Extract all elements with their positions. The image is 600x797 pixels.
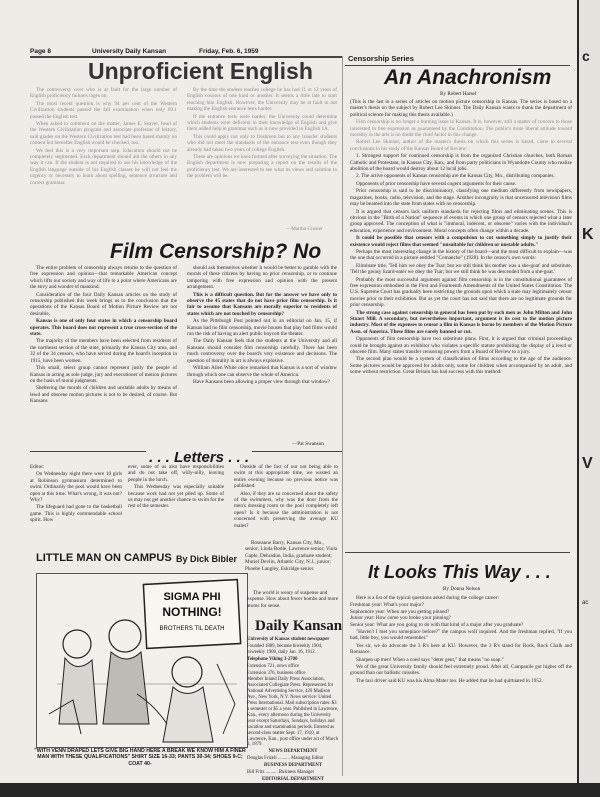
- anachronism-headline: An Anachronism: [384, 66, 552, 89]
- anachronism-byline: By Robert Harsel: [440, 91, 477, 97]
- issue-date: Friday, Feb. 6, 1959: [199, 48, 259, 55]
- next-page-letter-2: K: [582, 226, 594, 243]
- masthead-details: University of Kansas student newspaper Founded 1889, became biweekly 1904, triweekly 1908, daily Jan. 16, 1912. Telephone Viking 3-2700 Extension 721, news office Extension 376, business office Member Inland Daily Press Association, Associated Collegiate Press. Represented for National Advertising Service, 420 Madison Ave., New York, N.Y. News service: United Press International. Mail subscription rates: $3 a semester or $5 a year. Published in Lawrence, Kan., every afternoon during the University year except Saturdays, Sundays, holidays and vacation and examination periods. Entered as second-class matter Sept. 17, 1910, at Lawrence, Kan., post office under act of March 3, 1879. NEWS DEPARTMENT Douglas Frizell .......... Managing Editor BUSINESS DEPARTMENT Bill Fritz .......... Business Manager EDITORIAL DEPARTMENT Pat Swanson and Martha Crosier Co-Editorial Editors: [247, 637, 339, 796]
- sign-line-1: SIGMA PHI: [163, 591, 221, 603]
- film-headline: Film Censorship? No: [110, 240, 322, 263]
- page-number: Page 8: [30, 48, 51, 55]
- next-page-fragment: ac: [582, 600, 589, 606]
- sign-line-2: NOTHING!: [162, 605, 222, 619]
- looks-rule: [345, 552, 570, 553]
- letters-col3: Outside of the fact of our not being able to swim at this appropriate time, we wasted an entire evening because no previous notice was published. Also, if they are so concerned about the safety of the swimmers, why was the door from the men's dressing room to the pool completely left open? Is it because the administration is not concerned with preserving the average KU males?: [234, 464, 338, 529]
- cartoon-title: LITTLE MAN ON CAMPUS: [36, 552, 172, 564]
- paper-name: University Daily Kansan: [92, 48, 167, 55]
- next-page-letter-3: V: [582, 455, 593, 472]
- cartoon-panel: [36, 573, 248, 748]
- looks-headline: It Looks This Way . . .: [368, 562, 551, 582]
- film-col2: should ask themselves whether it would be better to gamble with the morals of these citizens by having no prior censorship, or to continue tampering with free expression and opinion with the present arrangement. This is a difficult question. But for the answer we have only to observe the 45 states that do not have prior film censorship. Is it fair to assume that Kansans are morally superior to residents of states which are not touched by censorship? As the Pittsburgh Post pointed out in an editorial on Jan. 15, if Kansas had no film censorship, movie houses that play bad films would run the risk of having an alert public boycott the theater. The Daily Kansan feels that the students at the University and all Kansans should consider film censorship carefully. There has been much controversy over the board's very existence and decisions. The question of morality in art is always explosive. William Allen White once remarked that Kansas is a sort of window through which one can observe the whole of America. Have Kansans been allowing a proper view through that window?: [187, 265, 337, 385]
- next-page-edge: [579, 0, 600, 783]
- cartoon-drawing: [37, 574, 247, 747]
- unproficient-signature: —Martha Crosier: [286, 226, 323, 232]
- letters-col2: ever, some of us also have responsibilities and do not take off, willy-nilly, leaving people in the lurch. This Wednesday was especially suitable because work had not yet piled up. Some of us may not get another chance to swim for the rest of the semester.: [128, 464, 224, 510]
- anachronism-body: (This is the last in a series of articles on motion picture censorship in Kansas. The series is based on a master's thesis on the subject by Robert Lee Skinner. The Daily Kansan wants to thank the department of political science for making this thesis available.) Film censorship is no longer a burning issue in Kansas. It is, however, still a matter of concern to those interested in free expression as guaranteed by the Constitution. The public's more liberal attitude toward morality in the arts is no doubt the chief factor in this change. Robert Lee Skinner, author of the master's thesis on which this series is based, came to several conclusions in his study of the Kansas Board of Review: 1. Strongest support for continued censorship is from the organized Christian churches, both Roman Catholic and Protestant, in Kansas City, Kan., and from party politicians in Wyandotte County who realize abolition of the board would destroy about 12 local jobs. 2. The active opponents of Kansas censorship are the Kansas City, Mo., distributing companies. Opponents of prior censorship have several cogent arguments for their cause. Prior censorship is said to be discriminatory, classifying one medium differently from newspapers, magazines, books, radio, television, and the stage. Another incongruity is that uncensored television films may be beamed into the state from states with no censorship. It is argued that censors lack uniform standards for rejecting films and eliminating scenes. This is obvious in the "Birth of a Nation" sequence of events in which one group of censors rejected what a later group approved. The conception of what is "immoral, indecent, or obscene" varies with the individual's education, experience and environment. Moral concepts often change within a decade. It could be possible that censors with a compulsion to cut something simply to justify their existence would reject films that seemed "unsuitable for children or unstable adults." Perhaps the most interesting change in the history of the board—and the most difficult to explain—was the one that occurred in a picture entitled "Comanche" (1928). In the censor's own words: Eliminate title, 'Tell him we obey the Tsar; but we still think his mother was a she-goat' and substitute, 'Tell the greasy lizard-eater we obey the Tsar; but we still think he was descended from a she-goat.' Probably the most successful argument against film censorship is in the constitutional guarantees of free expression embodied in the First and Fourteenth Amendments of the United States Constitution. The U.S. Supreme Court has gradually been restricting the grounds upon which a state may legitimately censor movies prior to their exhibition. But as yet the court has not said that there are no legitimate grounds for prior censorship. The strong case against censorship in general has been put by such men as John Milton and John Stuart Mill. A secondary, but nevertheless important, argument is its cost to the motion picture industry. Most of the expenses to censor a film in Kansas is borne by members of the Motion Picture Assn. of America. These films are rarely banned or cut. Opponents of film censorship have two substitute plans. First, it is argued that criminal proceedings could be brought against an exhibitor who violates a specific statute prohibiting the display of a lewd or obscene film. Many states transfer censoring powers from a Board of Review to a jury. The second plan would be a system of classification of films according to the age of the audience. Some pictures would be approved for adults only, some for children when accompanied by an adult, and some without restriction. Great Britain has had success with this method.: [350, 99, 572, 376]
- unproficient-col2: By the time the student reaches college he has had 11 or 12 years of English courses of one kind or another. It seems a little late to start teaching him English. However, the University may be at fault in not making the English entrance tests harder. If the entrance tests were harder, the University could determine which students were deficient in their knowledge of English and give them added help in grammar such as is now provided in English 1A. This could apply not only to freshmen but to any transfer students who did not meet the standards of the entrance test even though they already had taken two years of college English. These are opinions we have formed after surveying the situation. The English department is now preparing a report on the results of the proficiency test. We are interested to see what its views and solution to the problem will be.: [187, 87, 337, 180]
- masthead-intro: The world is weary of suspense and expense. How about fewer bombs and more atoms for sense.: [247, 590, 339, 609]
- unproficient-col1: The controversy over who is at fault for the large number of English proficiency failures rages on. The most recent question is why 94 per cent of the Western Civilization students passed the fall examination when only 69.1 passed the English test. When asked to comment on the matter, James E. Seaver, head of the Western Civilization program and associate professor of history, said grades on the Western Civilization test had been based mainly on content but hereafter English would be checked, too. We feel this is a very important step. Education should not be completely segmented. Each department should aid the others in any way it can. If the student is not required to use his knowledge of the English language outside of his English classes he will not feel the urgency or necessity to learn about spelling, sentence structure and correct grammar.: [30, 87, 177, 186]
- letters-headline: . . . Letters . . .: [146, 449, 252, 466]
- column-divider: [342, 56, 343, 776]
- film-col1: The entire problem of censorship always returns to the question of free expression and opinion—that remarkable American concept which lifts our society and way of life to a point where Americans are the envy and wonder of mankind. Consideration of the four Daily Kansan articles on the study of censorship published this week brings us to the conclusion that the operations of the Kansas Board of Motion Picture Review are not desirable. Kansas is one of only four states in which a censorship board operates. This board does not represent a true cross-section of the state. The majority of the members have been selected from residents of the northeast section of the state, primarily the Kansas City area, and 32 of the 34 censors, who have served during the board's inception in 1915, have been women. This small, select group cannot represent justly the people of Kansas in acting as sole judge, jury and executioner of motion pictures on the basis of moral judgments. Sheltering the morals of children and unstable adults by means of lewd and obscene motion pictures is not to be desired, of course. But Kansans: [30, 265, 177, 405]
- looks-body: Here is a list of the typical questions asked during the college career: Freshman year: What's your major? Sophomore year: When are you getting pinned? Junior year: How come you broke your pinning? Senior year: What are you going to do with that kind of a major after you graduate? "Haven't I met you someplace before?" the campus wolf inquired. And the freshman replied, "If you had, little boy, you would remember." Yes sir, we do advocate the 3 R's here at KU. However, the 3 R's stand for Rock, Rock Chalk and Romance. Sharpen up men! When a coed says "deter gent," that means "no soap." We of the great University family should feel extremely proud. After all, Campanile got higher off the ground than our ballistic missiles. The taxi driver said KU was his Alma Mater too. He added that he had quittuated in 1952.: [350, 595, 572, 684]
- cartoon-caption: "WITH VENN DRAPED LETS GIVE BIG HAND HERE A BREAK WE KNOW HIM A FINER MAN WITH THESE QUALIFICATIONS" SHIRT SIZE 16-33; PANTS 30-34; SHOES 9-C; COAT 40-: [34, 748, 246, 767]
- sign-line-3: BROTHERS TIL DEATH: [159, 626, 225, 632]
- cartoon-byline: By Dick Bibler: [176, 554, 238, 564]
- unproficient-headline: Unproficient English: [88, 58, 313, 84]
- masthead-name: Daily Kansan: [255, 618, 343, 634]
- film-signature: —Pat Swanson: [292, 441, 324, 447]
- letters-signers: Roseanne Barry, Kansas City, Mo., senior; Linda Bodle, Lawrence senior; Viola Gaple, Dehradun, India, graduate student; Muriel Devlin, Atlantic City, N.J., junior; Phoebe Langley, Eskridge senior.: [245, 540, 338, 572]
- looks-byline: By Donna Nelson: [443, 586, 481, 592]
- letters-col1: Editor: On Wednesday night there were 10 girls at Robinson gymnasium determined to swim. Ordinarily the pool would have been open at this time. What's wrong, it was not? Why? The lifeguard had gone to the basketball game. This is highly commendable school spirit. How: [30, 464, 122, 524]
- section-label: Censorship Series: [348, 54, 414, 63]
- next-page-letter-1: c: [582, 48, 590, 64]
